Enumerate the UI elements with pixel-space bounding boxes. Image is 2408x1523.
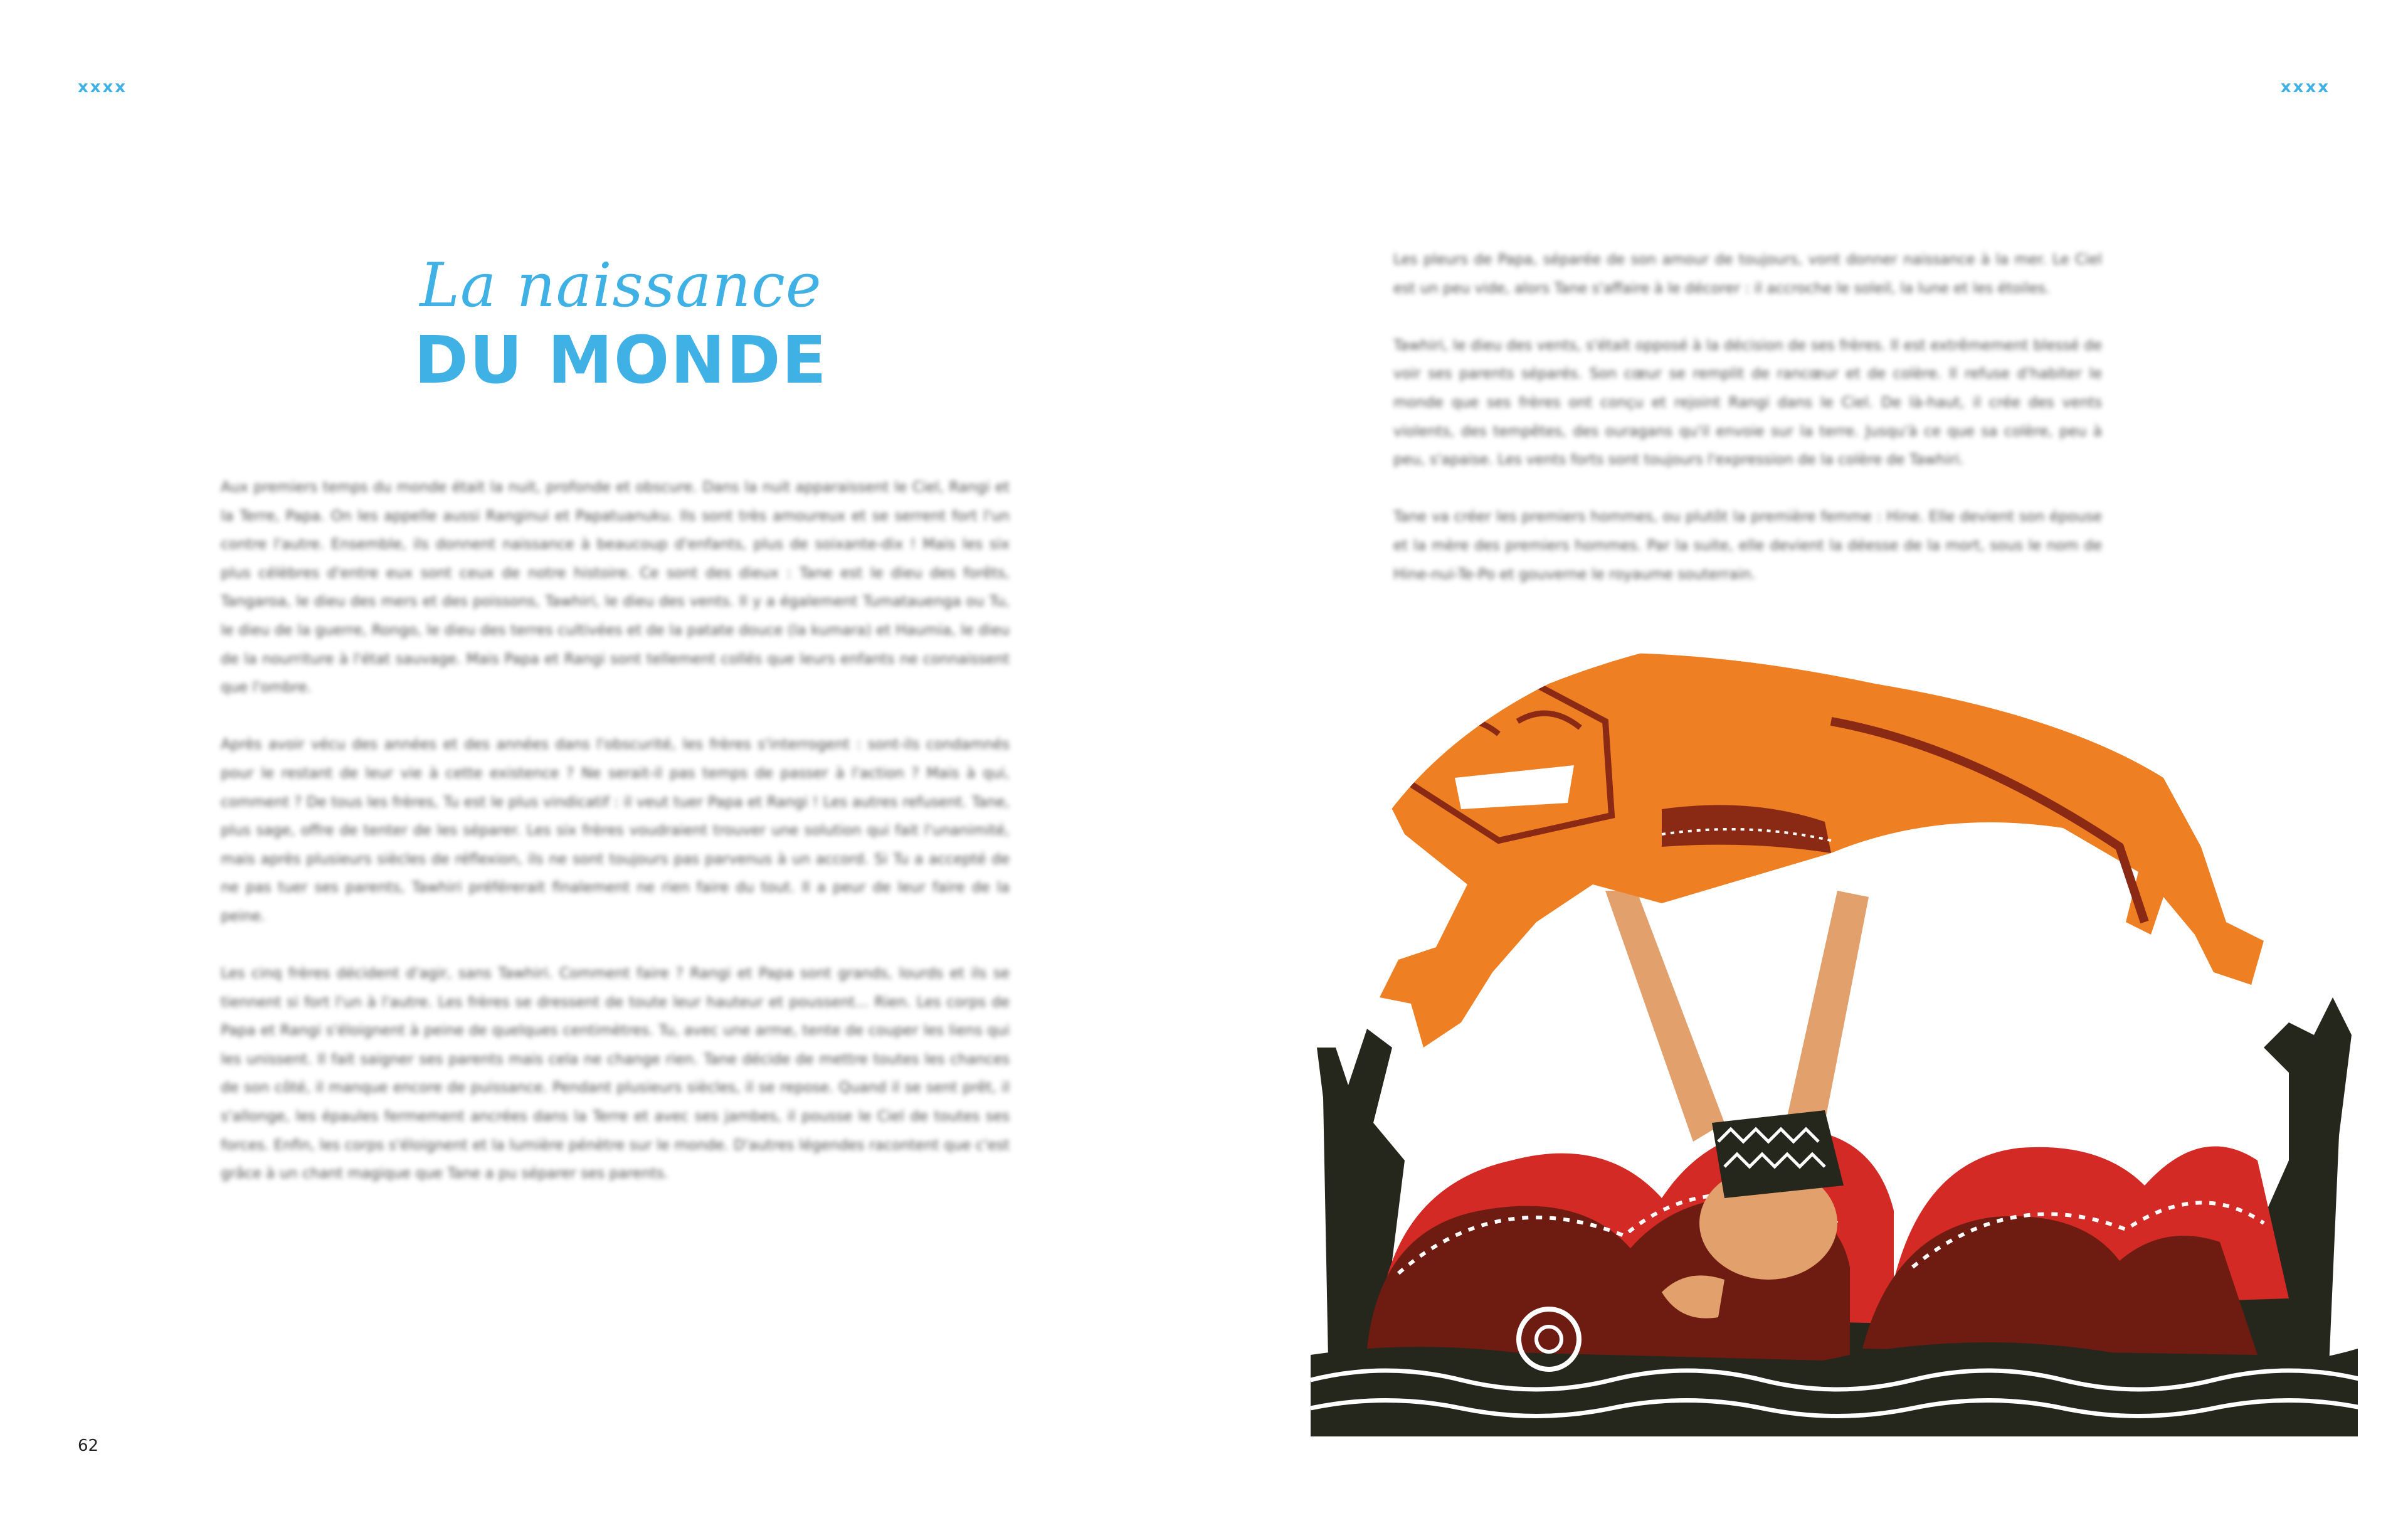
- tane-right-arm: [1787, 891, 1869, 1123]
- paragraph: Les cinq frères décident d'agir, sans Tawhiri. Comment faire ? Rangi et Papa sont grands, lourds et ils se tiennent si fort l'un à l'autre. Les frères se dressent de toute leur hauteur et poussent... Rien. Les corps de Papa et Rangi s'éloignent à peine de quelques centimètres. Tu, avec une arme, tente de couper les liens qui les unissent. Il fait saigner ses parents mais cela ne change rien. Tane décide de mettre toutes les chances de son côté, il manque encore de puissance. Pendant plusieurs siècles, il se repose. Quand il se sent prêt, il s'allonge, les épaules fermement ancrées dans la Terre et avec ses jambes, il pousse le Ciel de toutes ses forces. Enfin, les corps s'éloignent et la lumière pénètre sur le monde. D'autres légendes racontent que c'est grâce à un chant magique que Tane a pu séparer ses parents.: [221, 965, 1010, 1182]
- paragraph: Après avoir vécu des années et des années dans l'obscurité, les frères s'interrogent : sont-ils condamnés pour le restant de leur vie à cette existence ? Ne serait-il pas temps de passer à l'action ? Mais à qui, comment ? De tous les frères, Tu est le plus vindicatif : il veut tuer Papa et Rangi ! Les autres refusent. Tane, plus sage, offre de tenter de les séparer. Les six frères voudraient trouver une solution qui fait l'unanimité, mais après plusieurs siècles de réflexion, ils ne sont toujours pas parvenus à un accord. Si Tu a accepté de ne pas tuer ses parents, Tawhiri préférerait finalement ne rien faire du tout. Il a peur de leur faire de la peine.: [221, 736, 1010, 925]
- paragraph: Les pleurs de Papa, séparée de son amour de toujours, vont donner naissance à la mer. Le Ciel est un peu vide, alors Tane s'affaire à le décorer : il accroche le soleil, la lune et les étoiles.: [1393, 252, 2102, 297]
- body-text-right: [1393, 246, 2102, 589]
- paragraph: Aux premiers temps du monde était la nuit, profonde et obscure. Dans la nuit apparaissent le Ciel, Rangi et la Terre, Papa. On les appelle aussi Ranginui et Papatuanuku. Ils sont très amoureux et se serrent fort l'un contre l'autre. Ensemble, ils donnent naissance à beaucoup d'enfants, plus de soixante-dix ! Mais les six plus célèbres d'entre eux sont ceux de notre histoire. Ce sont des dieux : Tane est le dieu des forêts, Tangaroa, le dieu des mers et des poissons, Tawhiri, le dieu des vents. Il y a également Tumatauenga ou Tu, le dieu de la guerre, Rongo, le dieu des terres cultivées et de la patate douce (la kumara) et Haumia, le dieu de la nourriture à l'état sauvage. Mais Papa et Rangi sont tellement collés que leurs enfants ne connaissent que l'ombre.: [221, 479, 1010, 696]
- body-text-left: [221, 474, 1010, 1189]
- page-number: 62: [78, 1436, 99, 1455]
- title-main-line: DU MONDE: [414, 322, 828, 398]
- chapter-title: [376, 251, 865, 398]
- paragraph: Tawhiri, le dieu des vents, s'était opposé à la décision de ses frères. Il est extrêmement blessé de voir ses parents séparés. Son cœur se remplit de rancœur et de colère. Il refuse d'habiter le monde que ses frères ont conçu et rejoint Rangi dans le Ciel. De là-haut, il crée des vents violents, des tempêtes, des ouragans qu'il envoie sur la terre. Jusqu'à ce que sa colère, peu à peu, s'apaise. Les vents forts sont toujours l'expression de la colère de Tawhiri.: [1393, 337, 2102, 469]
- running-head: xxxx: [78, 78, 128, 97]
- running-head: xxxx: [2280, 78, 2330, 97]
- maori-creation-illustration: [1311, 646, 2358, 1436]
- title-script-line: La naissance: [420, 250, 822, 321]
- paragraph: Tane va créer les premiers hommes, ou plutôt la première femme : Hine. Elle devient son épouse et la mère des premiers hommes. Par la suite, elle devient la déesse de la mort, sous le nom de Hine-nui-Te-Po et gouverne le royaume souterrain.: [1393, 509, 2102, 583]
- tane-left-arm: [1605, 891, 1724, 1142]
- tane-loincloth: [1712, 1110, 1844, 1198]
